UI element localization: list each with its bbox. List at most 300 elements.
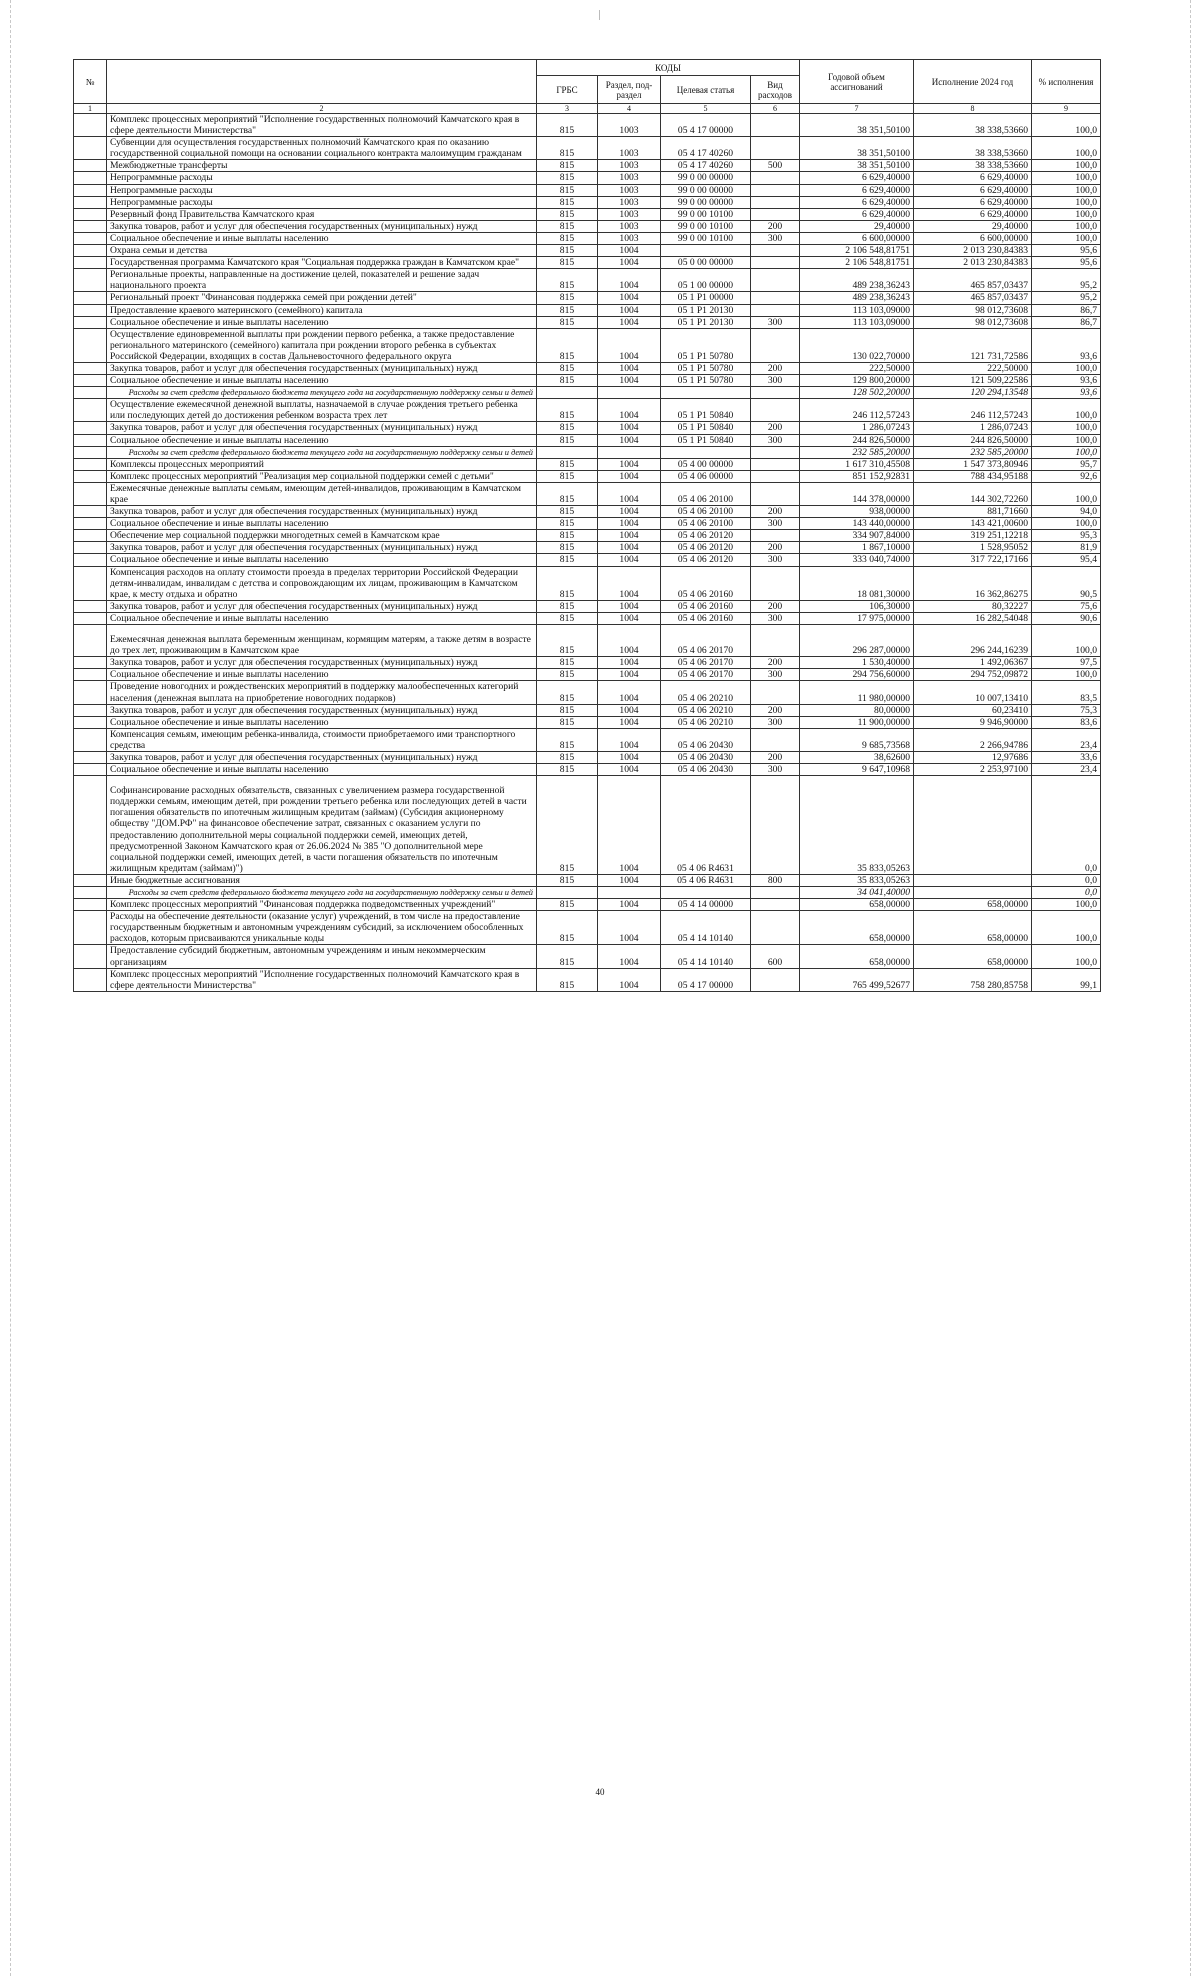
percent-cell: 100,0 xyxy=(1032,669,1101,681)
grbs-cell: 815 xyxy=(537,669,598,681)
item-name-cell: Комплекс процессных мероприятий "Реализация мер социальной поддержки семей с детьми" xyxy=(107,470,537,482)
annual-amount-cell: 1 617 310,45508 xyxy=(800,458,914,470)
expense-type-cell xyxy=(751,470,800,482)
grbs-cell: 815 xyxy=(537,328,598,362)
percent-cell: 99,1 xyxy=(1032,968,1101,991)
grbs-cell: 815 xyxy=(537,542,598,554)
grbs-cell: 815 xyxy=(537,172,598,184)
grbs-cell: 815 xyxy=(537,518,598,530)
row-number-cell xyxy=(74,245,107,257)
execution-amount-cell: 1 492,06367 xyxy=(914,657,1032,669)
expense-type-cell xyxy=(751,172,800,184)
table-row xyxy=(74,728,1101,751)
percent-cell: 92,6 xyxy=(1032,470,1101,482)
annual-amount-cell: 6 600,00000 xyxy=(800,232,914,244)
annual-amount-cell: 6 629,40000 xyxy=(800,196,914,208)
expense-type-cell xyxy=(751,458,800,470)
target-article-cell xyxy=(661,446,751,458)
section-cell: 1004 xyxy=(598,399,661,422)
expense-type-cell xyxy=(751,968,800,991)
percent-cell: 100,0 xyxy=(1032,362,1101,374)
item-name-cell: Социальное обеспечение и иные выплаты населению xyxy=(107,554,537,566)
row-number-cell xyxy=(74,899,107,911)
row-number-cell xyxy=(74,470,107,482)
item-name-cell: Межбюджетные трансферты xyxy=(107,160,537,172)
target-article-cell: 05 1 P1 50840 xyxy=(661,422,751,434)
table-row xyxy=(74,530,1101,542)
execution-amount-cell: 6 629,40000 xyxy=(914,172,1032,184)
grbs-cell: 815 xyxy=(537,716,598,728)
section-cell: 1004 xyxy=(598,899,661,911)
grbs-cell: 815 xyxy=(537,728,598,751)
table-row xyxy=(74,114,1101,137)
grbs-cell: 815 xyxy=(537,566,598,600)
percent-cell: 100,0 xyxy=(1032,220,1101,232)
annual-amount-cell: 658,00000 xyxy=(800,911,914,945)
table-row xyxy=(74,751,1101,763)
section-cell: 1004 xyxy=(598,968,661,991)
grbs-cell: 815 xyxy=(537,911,598,945)
table-row xyxy=(74,362,1101,374)
row-number-cell xyxy=(74,945,107,968)
grbs-cell xyxy=(537,387,598,399)
annual-amount-cell: 938,00000 xyxy=(800,506,914,518)
page-number: 40 xyxy=(595,1787,605,1797)
row-number-cell xyxy=(74,728,107,751)
expense-type-cell xyxy=(751,625,800,657)
annual-amount-cell: 144 378,00000 xyxy=(800,482,914,505)
item-name-cell: Социальное обеспечение и иные выплаты населению xyxy=(107,764,537,776)
row-number-cell xyxy=(74,208,107,220)
section-cell: 1004 xyxy=(598,874,661,886)
item-name-cell: Закупка товаров, работ и услуг для обеспечения государственных (муниципальных) нужд xyxy=(107,422,537,434)
grbs-cell: 815 xyxy=(537,776,598,875)
table-row xyxy=(74,911,1101,945)
target-article-cell: 05 1 P1 50840 xyxy=(661,399,751,422)
grbs-cell: 815 xyxy=(537,160,598,172)
item-name-cell: Закупка товаров, работ и услуг для обеспечения государственных (муниципальных) нужд xyxy=(107,542,537,554)
target-article-cell: 99 0 00 00000 xyxy=(661,172,751,184)
table-row xyxy=(74,506,1101,518)
col-number: 7 xyxy=(800,104,914,114)
annual-amount-cell: 143 440,00000 xyxy=(800,518,914,530)
item-name-cell: Закупка товаров, работ и услуг для обеспечения государственных (муниципальных) нужд xyxy=(107,506,537,518)
percent-cell: 100,0 xyxy=(1032,434,1101,446)
execution-amount-cell xyxy=(914,874,1032,886)
row-number-cell xyxy=(74,566,107,600)
execution-amount-cell: 244 826,50000 xyxy=(914,434,1032,446)
execution-amount-cell: 98 012,73608 xyxy=(914,304,1032,316)
annual-amount-cell: 1 867,10000 xyxy=(800,542,914,554)
percent-cell: 33,6 xyxy=(1032,751,1101,763)
target-article-cell: 05 4 06 20160 xyxy=(661,600,751,612)
percent-cell: 100,0 xyxy=(1032,625,1101,657)
execution-amount-cell: 658,00000 xyxy=(914,899,1032,911)
item-name-cell: Социальное обеспечение и иные выплаты населению xyxy=(107,232,537,244)
grbs-cell: 815 xyxy=(537,945,598,968)
percent-cell: 86,7 xyxy=(1032,316,1101,328)
budget-table xyxy=(73,59,1101,992)
percent-cell: 100,0 xyxy=(1032,184,1101,196)
section-cell: 1004 xyxy=(598,751,661,763)
table-row xyxy=(74,434,1101,446)
expense-type-cell xyxy=(751,887,800,899)
row-number-cell xyxy=(74,764,107,776)
target-article-cell: 99 0 00 00000 xyxy=(661,196,751,208)
expense-type-cell: 200 xyxy=(751,422,800,434)
col-number: 5 xyxy=(661,104,751,114)
expense-type-cell: 300 xyxy=(751,434,800,446)
table-row xyxy=(74,257,1101,269)
annual-amount-cell: 851 152,92831 xyxy=(800,470,914,482)
table-row xyxy=(74,232,1101,244)
annual-amount-cell: 2 106 548,81751 xyxy=(800,257,914,269)
target-article-cell: 05 4 06 20170 xyxy=(661,625,751,657)
section-cell: 1004 xyxy=(598,911,661,945)
header-grbs: ГРБС xyxy=(537,76,598,104)
section-cell: 1004 xyxy=(598,245,661,257)
row-number-cell xyxy=(74,292,107,304)
expense-type-cell: 600 xyxy=(751,945,800,968)
item-name-cell: Осуществление единовременной выплаты при рождении первого ребенка, а также предоставление регионального материнского (семейного) капитала при рождении второго ребенка в субъектах Российской Федерации, входящих в состав Дальневосточного федерального округа xyxy=(107,328,537,362)
target-article-cell: 05 1 P1 50780 xyxy=(661,362,751,374)
table-row xyxy=(74,375,1101,387)
row-number-cell xyxy=(74,257,107,269)
grbs-cell: 815 xyxy=(537,184,598,196)
grbs-cell: 815 xyxy=(537,422,598,434)
expense-type-cell: 200 xyxy=(751,704,800,716)
row-number-cell xyxy=(74,506,107,518)
section-cell: 1004 xyxy=(598,316,661,328)
target-article-cell: 05 1 P1 20130 xyxy=(661,304,751,316)
section-cell: 1004 xyxy=(598,704,661,716)
grbs-cell: 815 xyxy=(537,506,598,518)
item-name-cell: Социальное обеспечение и иные выплаты населению xyxy=(107,716,537,728)
table-row xyxy=(74,220,1101,232)
item-name-cell: Закупка товаров, работ и услуг для обеспечения государственных (муниципальных) нужд xyxy=(107,220,537,232)
percent-cell: 100,0 xyxy=(1032,911,1101,945)
table-row xyxy=(74,874,1101,886)
execution-amount-cell: 881,71660 xyxy=(914,506,1032,518)
target-article-cell: 05 4 06 20430 xyxy=(661,764,751,776)
col-number: 1 xyxy=(74,104,107,114)
item-name-cell: Социальное обеспечение и иные выплаты населению xyxy=(107,518,537,530)
expense-type-cell xyxy=(751,776,800,875)
target-article-cell: 05 4 06 20100 xyxy=(661,518,751,530)
row-number-cell xyxy=(74,232,107,244)
row-number-cell xyxy=(74,530,107,542)
expense-type-cell: 300 xyxy=(751,554,800,566)
execution-amount-cell: 121 509,22586 xyxy=(914,375,1032,387)
execution-amount-cell: 60,23410 xyxy=(914,704,1032,716)
section-cell: 1004 xyxy=(598,257,661,269)
percent-cell: 100,0 xyxy=(1032,482,1101,505)
expense-type-cell xyxy=(751,530,800,542)
expense-type-cell: 200 xyxy=(751,751,800,763)
section-cell: 1004 xyxy=(598,470,661,482)
table-row xyxy=(74,945,1101,968)
grbs-cell xyxy=(537,887,598,899)
execution-amount-cell: 2 253,97100 xyxy=(914,764,1032,776)
annual-amount-cell: 489 238,36243 xyxy=(800,292,914,304)
row-number-cell xyxy=(74,362,107,374)
section-cell: 1004 xyxy=(598,728,661,751)
execution-amount-cell: 9 946,90000 xyxy=(914,716,1032,728)
table-row xyxy=(74,316,1101,328)
section-cell: 1004 xyxy=(598,657,661,669)
table-row xyxy=(74,172,1101,184)
row-number-cell xyxy=(74,387,107,399)
execution-amount-cell: 1 286,07243 xyxy=(914,422,1032,434)
target-article-cell: 05 4 06 20160 xyxy=(661,566,751,600)
grbs-cell: 815 xyxy=(537,375,598,387)
annual-amount-cell: 6 629,40000 xyxy=(800,172,914,184)
table-row xyxy=(74,899,1101,911)
percent-cell: 100,0 xyxy=(1032,232,1101,244)
grbs-cell: 815 xyxy=(537,612,598,624)
grbs-cell xyxy=(537,446,598,458)
execution-amount-cell: 2 266,94786 xyxy=(914,728,1032,751)
row-number-cell xyxy=(74,422,107,434)
annual-amount-cell: 294 756,60000 xyxy=(800,669,914,681)
annual-amount-cell: 11 980,00000 xyxy=(800,681,914,704)
annual-amount-cell: 35 833,05263 xyxy=(800,776,914,875)
item-name-cell: Социальное обеспечение и иные выплаты населению xyxy=(107,669,537,681)
grbs-cell: 815 xyxy=(537,304,598,316)
target-article-cell xyxy=(661,245,751,257)
section-cell: 1004 xyxy=(598,542,661,554)
execution-amount-cell: 1 528,95052 xyxy=(914,542,1032,554)
percent-cell: 95,6 xyxy=(1032,245,1101,257)
grbs-cell: 815 xyxy=(537,530,598,542)
item-name-cell: Охрана семьи и детства xyxy=(107,245,537,257)
expense-type-cell: 300 xyxy=(751,669,800,681)
item-name-cell: Непрограммные расходы xyxy=(107,184,537,196)
table-row xyxy=(74,328,1101,362)
grbs-cell: 815 xyxy=(537,751,598,763)
table-row xyxy=(74,304,1101,316)
target-article-cell: 05 4 06 20120 xyxy=(661,554,751,566)
target-article-cell: 05 1 P1 20130 xyxy=(661,316,751,328)
row-number-cell xyxy=(74,874,107,886)
percent-cell: 94,0 xyxy=(1032,506,1101,518)
col-number: 4 xyxy=(598,104,661,114)
execution-amount-cell: 317 722,17166 xyxy=(914,554,1032,566)
execution-amount-cell: 246 112,57243 xyxy=(914,399,1032,422)
section-cell: 1004 xyxy=(598,600,661,612)
expense-type-cell xyxy=(751,269,800,292)
execution-amount-cell: 294 752,09872 xyxy=(914,669,1032,681)
item-name-cell: Осуществление ежемесячной денежной выплаты, назначаемой в случае рождения третьего ребенка или последующих детей до достижения ребенком возраста трех лет xyxy=(107,399,537,422)
scan-mark xyxy=(599,10,600,20)
item-name-cell: Софинансирование расходных обязательств, связанных с увеличением размера государственной поддержки семьям, имеющим детей, при рождении третьего ребенка или последующих детей в части погашения обязательств по ипотечным жилищным кредитам (займам) (Субсидия акционерному обществу "ДОМ.РФ" на финансовое обеспечение затрат, связанных с оказанием услуги по предоставлению дополнительной меры социальной поддержки семей, имеющих детей, предусмотренной Законом Камчатского края от 26.06.2024 № 385 "О дополнительной мере социальной поддержки семей, имеющих детей, в части погашения обязательств по ипотечным жилищным кредитам (займам)") xyxy=(107,776,537,875)
section-cell: 1004 xyxy=(598,612,661,624)
expense-type-cell xyxy=(751,245,800,257)
row-number-cell xyxy=(74,657,107,669)
row-number-cell xyxy=(74,304,107,316)
row-number-cell xyxy=(74,625,107,657)
expense-type-cell: 200 xyxy=(751,542,800,554)
table-row xyxy=(74,625,1101,657)
row-number-cell xyxy=(74,458,107,470)
annual-amount-cell: 222,50000 xyxy=(800,362,914,374)
section-cell: 1003 xyxy=(598,232,661,244)
grbs-cell: 815 xyxy=(537,137,598,160)
grbs-cell: 815 xyxy=(537,704,598,716)
execution-amount-cell: 6 629,40000 xyxy=(914,196,1032,208)
percent-cell: 75,3 xyxy=(1032,704,1101,716)
grbs-cell: 815 xyxy=(537,292,598,304)
percent-cell: 100,0 xyxy=(1032,172,1101,184)
execution-amount-cell: 6 629,40000 xyxy=(914,184,1032,196)
section-cell: 1004 xyxy=(598,625,661,657)
grbs-cell: 815 xyxy=(537,899,598,911)
grbs-cell: 815 xyxy=(537,245,598,257)
percent-cell: 95,2 xyxy=(1032,269,1101,292)
annual-amount-cell: 765 499,52677 xyxy=(800,968,914,991)
item-name-cell: Социальное обеспечение и иные выплаты населению xyxy=(107,612,537,624)
row-number-cell xyxy=(74,669,107,681)
annual-amount-cell: 1 530,40000 xyxy=(800,657,914,669)
annual-amount-cell: 246 112,57243 xyxy=(800,399,914,422)
header-name xyxy=(107,60,537,104)
expense-type-cell xyxy=(751,196,800,208)
section-cell: 1003 xyxy=(598,114,661,137)
percent-cell: 93,6 xyxy=(1032,328,1101,362)
item-name-cell: Закупка товаров, работ и услуг для обеспечения государственных (муниципальных) нужд xyxy=(107,657,537,669)
annual-amount-cell: 333 040,74000 xyxy=(800,554,914,566)
grbs-cell: 815 xyxy=(537,434,598,446)
federal-subtotal-row xyxy=(74,887,1101,899)
federal-subtotal-row xyxy=(74,446,1101,458)
section-cell xyxy=(598,446,661,458)
table-row xyxy=(74,470,1101,482)
percent-cell: 93,6 xyxy=(1032,387,1101,399)
row-number-cell xyxy=(74,716,107,728)
annual-amount-cell: 9 647,10968 xyxy=(800,764,914,776)
execution-amount-cell: 38 338,53660 xyxy=(914,160,1032,172)
section-cell: 1004 xyxy=(598,506,661,518)
percent-cell: 23,4 xyxy=(1032,764,1101,776)
execution-amount-cell: 232 585,20000 xyxy=(914,446,1032,458)
percent-cell: 100,0 xyxy=(1032,899,1101,911)
expense-type-cell xyxy=(751,328,800,362)
item-name-cell: Ежемесячная денежная выплата беременным женщинам, кормящим матерям, а также детям в возрасте до трех лет, проживающим в Камчатском крае xyxy=(107,625,537,657)
item-name-cell: Непрограммные расходы xyxy=(107,172,537,184)
percent-cell: 100,0 xyxy=(1032,114,1101,137)
target-article-cell: 05 4 06 00000 xyxy=(661,470,751,482)
row-number-cell xyxy=(74,196,107,208)
section-cell: 1004 xyxy=(598,764,661,776)
expense-type-cell: 300 xyxy=(751,612,800,624)
annual-amount-cell: 38,62600 xyxy=(800,751,914,763)
row-number-cell xyxy=(74,887,107,899)
section-cell: 1004 xyxy=(598,269,661,292)
percent-cell: 97,5 xyxy=(1032,657,1101,669)
table-row xyxy=(74,776,1101,875)
annual-amount-cell: 658,00000 xyxy=(800,945,914,968)
header-section: Раздел, под-раздел xyxy=(598,76,661,104)
grbs-cell: 815 xyxy=(537,681,598,704)
target-article-cell: 05 4 14 00000 xyxy=(661,899,751,911)
target-article-cell: 05 4 06 20170 xyxy=(661,669,751,681)
section-cell: 1003 xyxy=(598,196,661,208)
annual-amount-cell: 658,00000 xyxy=(800,899,914,911)
grbs-cell: 815 xyxy=(537,458,598,470)
grbs-cell: 815 xyxy=(537,362,598,374)
expense-type-cell: 300 xyxy=(751,764,800,776)
row-number-cell xyxy=(74,316,107,328)
target-article-cell: 05 1 P1 50780 xyxy=(661,375,751,387)
target-article-cell: 05 1 P1 50840 xyxy=(661,434,751,446)
table-body xyxy=(74,114,1101,992)
grbs-cell: 815 xyxy=(537,208,598,220)
section-cell: 1003 xyxy=(598,208,661,220)
row-number-cell xyxy=(74,137,107,160)
target-article-cell: 05 4 06 20100 xyxy=(661,506,751,518)
execution-amount-cell xyxy=(914,887,1032,899)
section-cell: 1004 xyxy=(598,945,661,968)
table-row xyxy=(74,542,1101,554)
section-cell: 1004 xyxy=(598,458,661,470)
table-row xyxy=(74,681,1101,704)
annual-amount-cell: 130 022,70000 xyxy=(800,328,914,362)
item-name-cell: Закупка товаров, работ и услуг для обеспечения государственных (муниципальных) нужд xyxy=(107,362,537,374)
target-article-cell: 05 4 06 20160 xyxy=(661,612,751,624)
percent-cell: 100,0 xyxy=(1032,160,1101,172)
expense-type-cell: 800 xyxy=(751,874,800,886)
expense-type-cell xyxy=(751,137,800,160)
table-row xyxy=(74,137,1101,160)
row-number-cell xyxy=(74,399,107,422)
target-article-cell: 05 4 06 R4631 xyxy=(661,776,751,875)
row-number-cell xyxy=(74,612,107,624)
target-article-cell: 05 4 14 10140 xyxy=(661,911,751,945)
table-row xyxy=(74,422,1101,434)
percent-cell: 100,0 xyxy=(1032,518,1101,530)
target-article-cell: 05 1 P1 50780 xyxy=(661,328,751,362)
percent-cell: 90,6 xyxy=(1032,612,1101,624)
col-number: 6 xyxy=(751,104,800,114)
percent-cell: 0,0 xyxy=(1032,887,1101,899)
section-cell xyxy=(598,887,661,899)
execution-amount-cell: 29,40000 xyxy=(914,220,1032,232)
grbs-cell: 815 xyxy=(537,764,598,776)
execution-amount-cell xyxy=(914,776,1032,875)
annual-amount-cell: 35 833,05263 xyxy=(800,874,914,886)
annual-amount-cell: 38 351,50100 xyxy=(800,137,914,160)
target-article-cell: 05 4 17 00000 xyxy=(661,968,751,991)
target-article-cell: 05 0 00 00000 xyxy=(661,257,751,269)
execution-amount-cell: 38 338,53660 xyxy=(914,114,1032,137)
expense-type-cell: 200 xyxy=(751,362,800,374)
target-article-cell: 99 0 00 10100 xyxy=(661,220,751,232)
header-no: № xyxy=(74,60,107,104)
section-cell: 1004 xyxy=(598,554,661,566)
expense-type-cell: 300 xyxy=(751,716,800,728)
percent-cell: 100,0 xyxy=(1032,137,1101,160)
row-number-cell xyxy=(74,114,107,137)
execution-amount-cell: 12,97686 xyxy=(914,751,1032,763)
annual-amount-cell: 113 103,09000 xyxy=(800,304,914,316)
table-row xyxy=(74,764,1101,776)
execution-amount-cell: 98 012,73608 xyxy=(914,316,1032,328)
percent-cell: 95,4 xyxy=(1032,554,1101,566)
execution-amount-cell: 658,00000 xyxy=(914,911,1032,945)
table-row xyxy=(74,968,1101,991)
section-cell: 1004 xyxy=(598,375,661,387)
percent-cell: 95,3 xyxy=(1032,530,1101,542)
